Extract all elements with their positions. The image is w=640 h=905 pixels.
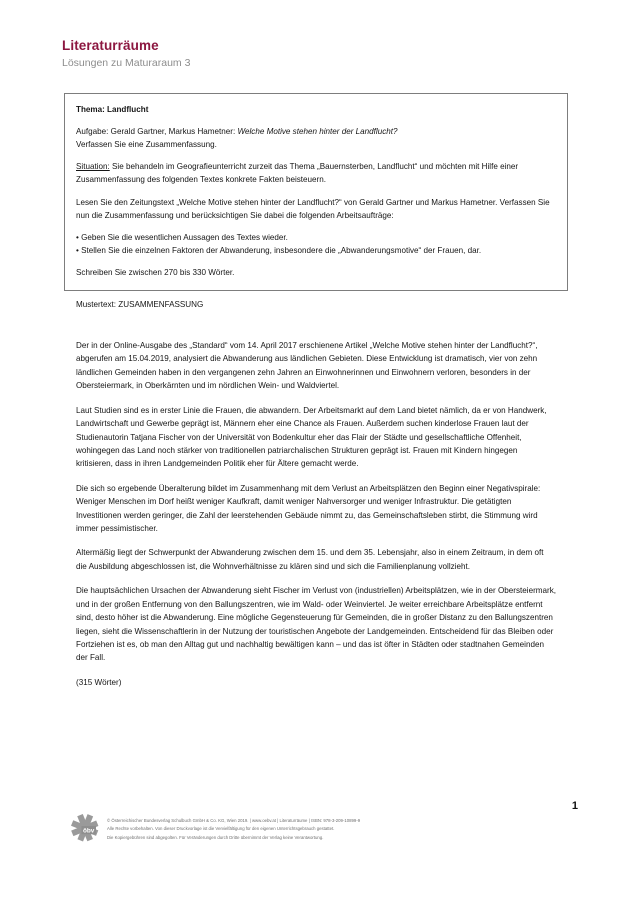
task-instruction: Lesen Sie den Zeitungstext „Welche Motive stehen hinter der Landflucht?“ von Gerald Gartner und Markus Hametner. Verfassen Sie nun die Zusammenfassung und berücksichtigen Sie dabei die folgenden Arbeitsaufträge: xyxy=(76,197,550,220)
body-paragraph: Altermäßig liegt der Schwerpunkt der Abwanderung zwischen dem 15. und dem 35. Lebensjahr, also in einem Zeitraum, in dem oft die Ausbildung abgeschlossen ist, die Wohnverhältnisse zu klären sind und sich die Familienplanung vollzieht. xyxy=(76,548,544,571)
body-paragraph: Der in der Online-Ausgabe des „Standard“ vom 14. April 2017 erschienene Artikel „Welche Motive stehen hinter der Landflucht?“, abgerufen am 15.04.2019, analysiert die Abwanderung aus ländlichen Gebieten. Diese Entwicklung ist dramatisch, vier von zehn ländlichen Gemeinden haben in den vergangenen zehn Jahren an Einwohnerinnen und Einwohnern verloren, besonders in der Obersteiermark, in Oberkärnten und im nördlichen Wein- und Waldviertel. xyxy=(76,341,538,391)
task-bullet-list xyxy=(76,231,556,257)
sample-text-body xyxy=(76,339,556,700)
document-header xyxy=(62,38,572,71)
svg-text:öbv: öbv xyxy=(83,827,95,835)
footer-line-rights: Alle Rechte vorbehalten. Von dieser Druckvorlage ist die Vervielfältigung für den eigenen Unterrichtsgebrauch gestattet. xyxy=(107,826,335,832)
assignment-label: Aufgabe: Gerald Gartner, Markus Hametner: xyxy=(76,127,238,137)
oebv-logo-icon xyxy=(70,813,100,843)
body-paragraph: Laut Studien sind es in erster Linie die Frauen, die abwandern. Der Arbeitsmarkt auf dem Land bietet nämlich, da er von Handwerk, Landwirtschaft und Gewerbe geprägt ist, Männern eher eine Chance als Frauen. Außerdem suchen kinderlose Frauen laut der Studienautorin Tatjana Fischer von der Universität von Bodenkultur eher das Flair der Städte und gesellschaftliche Offenheit, wohingegen das Land noch stärker von traditionellen patriarchalischen Strukturen geprägt ist. Frauen mit Kindern hingegen kritisieren, dass in ihren Landgemeinden Politik eher für Ältere gemacht werde. xyxy=(76,405,547,469)
document-footer xyxy=(70,812,570,843)
list-item: • Geben Sie die wesentlichen Aussagen des Textes wieder. xyxy=(76,232,288,242)
word-count: (315 Wörter) xyxy=(76,677,122,687)
task-box xyxy=(64,93,568,291)
page-title: Literaturräume xyxy=(62,38,159,53)
list-item: • Stellen Sie die einzelnen Faktoren der Abwanderung, insbesondere die „Abwanderungsmotive“ der Frauen, dar. xyxy=(76,245,482,255)
task-situation xyxy=(76,160,556,186)
footer-line-fees: Die Kopiergebühren sind abgegolten. Für Veränderungen durch Dritte übernimmt der Verlag keine Verantwortung. xyxy=(107,834,324,840)
body-paragraph: Die hauptsächlichen Ursachen der Abwanderung sieht Fischer im Verlust von (industriellen) Arbeitsplätzen, wie in der Obersteiermark, und in der großen Entfernung von den Ballungszentren, wie im Wald- oder Weinviertel. Je weiter erreichbare Arbeitsplätze entfernt sind, desto höher ist die Abwanderung. Eine mögliche Gegensteuerung für Gemeinden, die in großer Distanz zu den Ballungszentren liegen, sieht die Wissenschaftlerin in der Nutzung der touristischen Angebote der Landgemeinden. Entscheidend für das Bleiben oder Fortziehen ist es, ob man den Alltag gut und nachhaltig bewältigen kann – und das ist öfter in Städten oder stadtnahen Gemeinden der Fall. xyxy=(76,586,557,663)
assignment-title: Welche Motive stehen hinter der Landflucht? xyxy=(237,127,398,137)
task-theme: Thema: Landflucht xyxy=(76,105,149,114)
task-assignment xyxy=(76,125,556,151)
body-paragraph: Die sich so ergebende Überalterung bildet im Zusammenhang mit dem Verlust an Arbeitsplätzen den Beginn einer Negativspirale: Weniger Menschen im Dorf heißt weniger Kaufkraft, damit weniger Nahversorger und weniger Infrastruktur. Die getätigten Investitionen werden geringer, die Zahl der leerstehenden Gebäude nimmt zu, das Gemeinschaftsleben stirbt, die Stimmung wird immer pessimistischer. xyxy=(76,483,541,534)
page-number: 1 xyxy=(571,800,578,812)
page-subtitle: Lösungen zu Maturaraum 3 xyxy=(62,56,191,69)
sample-text-label: Mustertext: ZUSAMMENFASSUNG xyxy=(76,300,204,309)
footer-line-copyright: © Österreichischer Bundesverlag Schulbuch GmbH & Co. KG, Wien 2019. | www.oebv.at | Literaturräume | ISBN: 978-3-209-10899-9 xyxy=(107,818,361,823)
assignment-line2: Verfassen Sie eine Zusammenfassung. xyxy=(76,140,217,150)
situation-text: Sie behandeln im Geografieunterricht zurzeit das Thema „Bauernsterben, Landflucht“ und möchten mit Hilfe einer Zusammenfassung des folgenden Textes konkrete Fakten beisteuern. xyxy=(76,162,519,185)
situation-label: Situation: xyxy=(76,162,110,172)
footer-text-block xyxy=(107,812,360,842)
task-length-note: Schreiben Sie zwischen 270 bis 330 Wörter. xyxy=(76,267,235,277)
